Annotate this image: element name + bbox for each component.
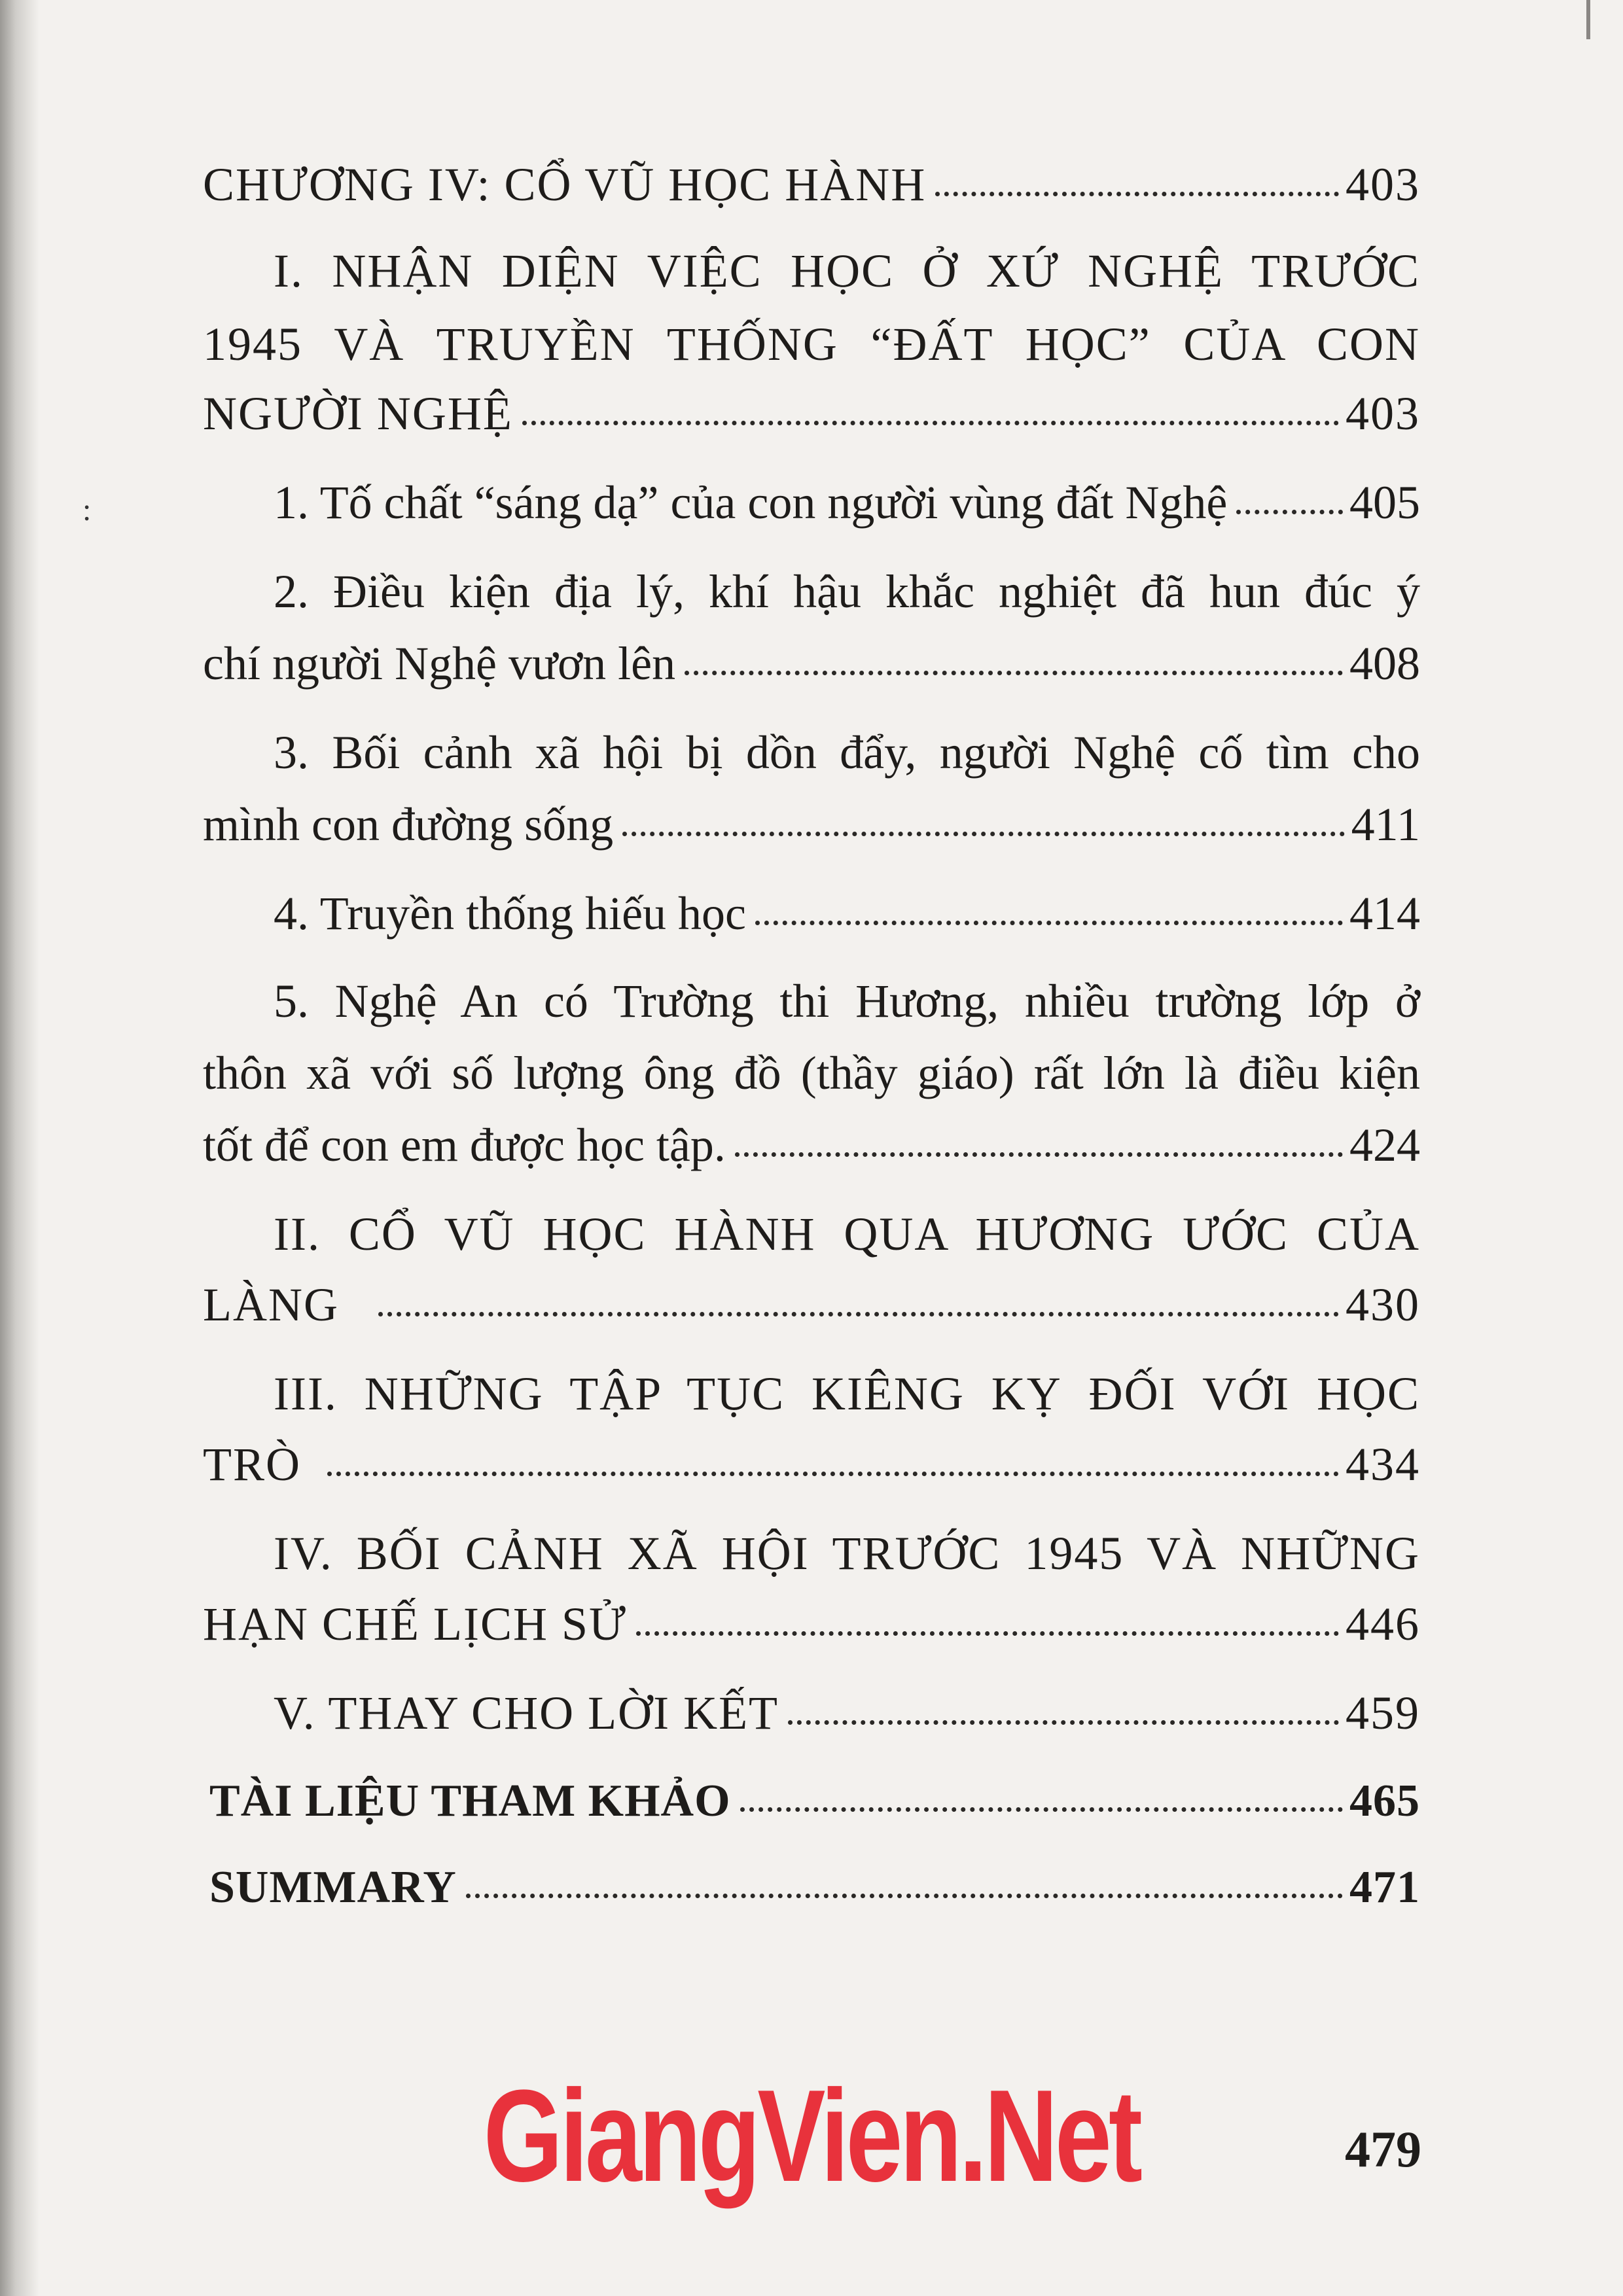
toc-entry-line: [203, 1600, 1420, 1648]
toc-entry-title: tốt để con em được học tập.: [203, 1119, 726, 1171]
toc-entry-line: 1945 VÀ TRUYỀN THỐNG “ĐẤT HỌC” CỦA CON: [203, 318, 1420, 370]
toc-entry-item-1[interactable]: [203, 476, 1420, 529]
toc-page-number: 414: [1349, 887, 1420, 940]
dot-leader: [466, 1894, 1343, 1898]
toc-page-number: 471: [1349, 1862, 1420, 1913]
toc-entry-line: [203, 1119, 1420, 1171]
dot-leader: [740, 1807, 1343, 1812]
toc-entry-line: I. NHẬN DIỆN VIỆC HỌC Ở XỨ NGHỆ TRƯỚC: [274, 245, 1420, 297]
toc-entry-title: CHƯƠNG IV: CỔ VŨ HỌC HÀNH: [203, 158, 927, 211]
toc-entry-line: [203, 798, 1420, 851]
dot-leader: [378, 1312, 1339, 1316]
toc-entry-line: [203, 1438, 1420, 1491]
toc-entry-line: II. CỔ VŨ HỌC HÀNH QUA HƯƠNG ƯỚC CỦA: [274, 1208, 1420, 1260]
dot-leader: [735, 1152, 1343, 1157]
toc-entry-line: 5. Nghệ An có Trường thi Hương, nhiều trường lớp ở: [274, 975, 1420, 1027]
toc-page-number: 405: [1349, 476, 1420, 529]
toc-entry-line: [203, 387, 1420, 440]
toc-entry-item-4[interactable]: [203, 887, 1420, 940]
page-number: 479: [1345, 2121, 1421, 2178]
toc-page-number: 434: [1346, 1438, 1420, 1491]
toc-page-number: 403: [1346, 387, 1420, 440]
dot-leader: [935, 192, 1339, 196]
toc-entry-title: mình con đường sống: [203, 798, 614, 851]
toc-entry-line: [203, 1279, 1420, 1331]
toc-entry-title: TÀI LIỆU THAM KHẢO: [209, 1776, 731, 1826]
toc-entry-references[interactable]: [209, 1778, 1420, 1824]
toc-entry-chapter-4[interactable]: [203, 158, 1420, 211]
toc-page-number: 430: [1346, 1279, 1420, 1331]
dot-leader: [522, 421, 1339, 425]
toc-entry-line: [203, 637, 1420, 690]
dot-leader: [1236, 510, 1343, 514]
toc-entry-title: 4. Truyền thống hiếu học: [274, 887, 747, 940]
dot-leader: [685, 671, 1343, 675]
toc-page-number: 411: [1351, 798, 1420, 851]
toc-entry-line: 3. Bối cảnh xã hội bị dồn đẩy, người Nghệ cố tìm cho: [274, 726, 1420, 779]
toc-entry-line: IV. BỐI CẢNH XÃ HỘI TRƯỚC 1945 VÀ NHỮNG: [274, 1527, 1420, 1580]
toc-entry-summary[interactable]: [209, 1862, 1420, 1913]
toc-entry-title: SUMMARY: [209, 1862, 457, 1913]
toc-entry-line: 2. Điều kiện địa lý, khí hậu khắc nghiệt đã hun đúc ý: [274, 565, 1420, 618]
toc-entry-title: V. THAY CHO LỜI KẾT: [274, 1687, 779, 1739]
dot-leader: [788, 1720, 1339, 1725]
toc-entry-title: TRÒ: [203, 1438, 301, 1491]
toc-entry-line: III. NHỮNG TẬP TỤC KIÊNG KỴ ĐỐI VỚI HỌC: [274, 1368, 1420, 1420]
toc-entry-section-5[interactable]: [203, 1689, 1420, 1737]
toc-page-number: 408: [1349, 637, 1420, 690]
page-gutter-shadow: [0, 0, 39, 2296]
toc-entry-title: HẠN CHẾ LỊCH SỬ: [203, 1598, 627, 1650]
dot-leader: [755, 921, 1343, 925]
toc-entry-title: NGƯỜI NGHỆ: [203, 387, 513, 440]
margin-mark: :: [82, 493, 92, 527]
toc-page-number: 459: [1346, 1687, 1420, 1739]
watermark: GiangVien.Net: [483, 2063, 1140, 2209]
dot-leader: [636, 1631, 1339, 1636]
toc-page-number: 446: [1346, 1598, 1420, 1650]
dot-leader: [622, 832, 1345, 836]
toc-page-number: 424: [1349, 1119, 1420, 1171]
scan-edge-mark: [1586, 0, 1590, 39]
toc-page-number: 403: [1346, 158, 1420, 211]
dot-leader: [327, 1472, 1339, 1476]
toc-entry-title: LÀNG: [203, 1279, 339, 1331]
toc-entry-title: 1. Tố chất “sáng dạ” của con người vùng đất Nghệ: [274, 476, 1228, 529]
toc-entry-title: chí người Nghệ vươn lên: [203, 637, 676, 690]
toc-page-number: 465: [1349, 1776, 1420, 1826]
toc-entry-line: thôn xã với số lượng ông đồ (thầy giáo) rất lớn là điều kiện: [203, 1047, 1420, 1099]
